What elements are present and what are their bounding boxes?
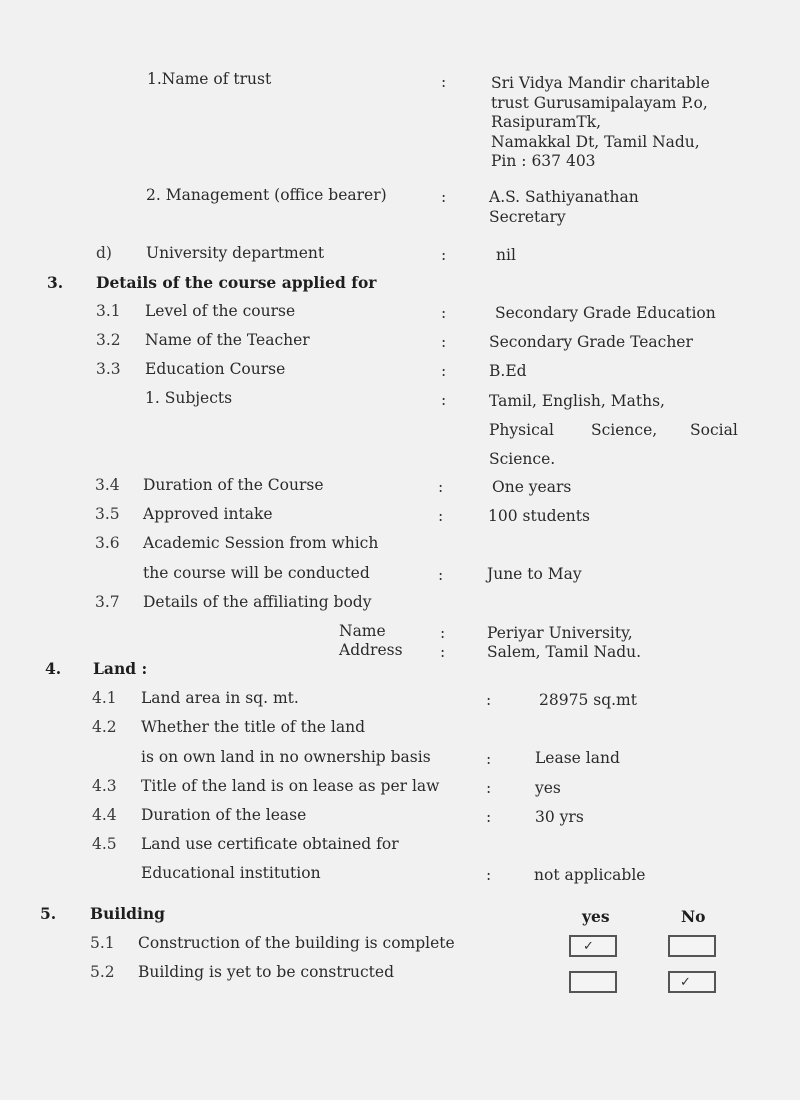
section-4-number: 4. <box>45 659 62 678</box>
academic-session-label-2: the course will be conducted <box>143 564 370 582</box>
management-role: Secretary <box>489 207 566 226</box>
subjects-line-1: Tamil, English, Maths, <box>489 392 665 410</box>
management-name: A.S. Sathiyanathan <box>489 188 639 206</box>
colon: : <box>486 750 492 768</box>
section-3-number: 3. <box>47 273 64 292</box>
subjects-label: 1. Subjects <box>145 389 233 407</box>
building-complete-label: Construction of the building is complete <box>138 934 455 952</box>
colon: : <box>440 624 446 642</box>
section-5-title: Building <box>90 904 165 923</box>
affiliating-name-value: Periyar University, <box>487 624 633 642</box>
item-number: 4.4 <box>92 806 117 824</box>
item-number: 5.1 <box>90 934 115 952</box>
subjects-line-3: Science. <box>489 450 556 468</box>
university-department-value: nil <box>496 246 516 264</box>
name-of-teacher-value: Secondary Grade Teacher <box>489 333 693 351</box>
item-number: d) <box>96 244 112 262</box>
item-number: 4.2 <box>92 718 117 736</box>
colon: : <box>441 391 447 409</box>
colon: : <box>438 507 444 525</box>
approved-intake-value: 100 students <box>488 507 590 525</box>
affiliating-body-label: Details of the affiliating body <box>143 593 372 611</box>
duration-value: One years <box>492 478 572 496</box>
item-number: 3.4 <box>95 476 120 494</box>
affiliating-address-value: Salem, Tamil Nadu. <box>487 643 642 661</box>
section-4-title: Land : <box>93 659 148 678</box>
trust-line: Namakkal Dt, Tamil Nadu, <box>491 132 700 151</box>
academic-session-value: June to May <box>487 565 582 583</box>
building-complete-yes-checkbox[interactable] <box>569 935 617 957</box>
colon: : <box>486 808 492 826</box>
section-3-title: Details of the course applied for <box>96 273 377 292</box>
yes-column-header: yes <box>582 907 610 926</box>
item-number: 3.6 <box>95 534 120 552</box>
building-complete-no-checkbox[interactable] <box>668 935 716 957</box>
lease-law-value: yes <box>535 779 561 797</box>
colon: : <box>441 73 447 91</box>
approved-intake-label: Approved intake <box>143 505 273 523</box>
education-course-value: B.Ed <box>489 362 527 380</box>
land-title-value: Lease land <box>535 749 620 767</box>
colon: : <box>441 333 447 351</box>
checkmark-icon: ✓ <box>680 974 691 990</box>
land-use-label-2: Educational institution <box>141 864 321 882</box>
trust-line: Pin : 637 403 <box>491 152 596 170</box>
item-number: 4.5 <box>92 835 117 853</box>
section-5-number: 5. <box>40 904 57 923</box>
management-label: 2. Management (office bearer) <box>146 186 387 204</box>
building-yet-to-construct-label: Building is yet to be constructed <box>138 963 395 981</box>
item-number: 3.5 <box>95 505 120 523</box>
trust-name-label: 1.Name of trust <box>147 70 272 88</box>
item-number: 3.2 <box>96 331 121 349</box>
affiliating-name-label: Name <box>339 622 386 640</box>
item-number: 4.3 <box>92 777 117 795</box>
lease-duration-label: Duration of the lease <box>141 806 307 824</box>
duration-label: Duration of the Course <box>143 476 324 494</box>
colon: : <box>438 566 444 584</box>
level-of-course-label: Level of the course <box>145 302 296 320</box>
item-number: 3.3 <box>96 360 121 378</box>
trust-line: trust Gurusamipalayam P.o, <box>491 93 708 112</box>
name-of-teacher-label: Name of the Teacher <box>145 331 310 349</box>
no-column-header: No <box>681 907 706 926</box>
colon: : <box>486 691 492 709</box>
lease-duration-value: 30 yrs <box>535 808 584 826</box>
colon: : <box>441 246 447 264</box>
colon: : <box>441 188 447 206</box>
land-title-label-2: is on own land in no ownership basis <box>141 748 431 766</box>
item-number: 5.2 <box>90 963 115 981</box>
land-area-value: 28975 sq.mt <box>539 691 637 709</box>
colon: : <box>486 779 492 797</box>
trust-line: Sri Vidya Mandir charitable <box>491 74 710 92</box>
item-number: 3.7 <box>95 593 120 611</box>
academic-session-label-1: Academic Session from which <box>143 534 379 552</box>
affiliating-address-label: Address <box>339 641 403 659</box>
trust-name-value <box>491 74 710 172</box>
item-number: 3.1 <box>96 302 121 320</box>
land-area-label: Land area in sq. mt. <box>141 689 299 707</box>
land-title-label-1: Whether the title of the land <box>141 718 366 736</box>
colon: : <box>486 866 492 884</box>
colon: : <box>438 478 444 496</box>
management-value <box>489 188 639 227</box>
lease-law-label: Title of the land is on lease as per law <box>141 777 440 795</box>
colon: : <box>440 643 446 661</box>
land-use-label-1: Land use certificate obtained for <box>141 835 399 853</box>
university-department-label: University department <box>146 244 325 262</box>
trust-line: RasipuramTk, <box>491 113 602 131</box>
level-of-course-value: Secondary Grade Education <box>495 304 716 322</box>
education-course-label: Education Course <box>145 360 286 378</box>
land-use-value: not applicable <box>534 866 646 884</box>
checkmark-icon: ✓ <box>583 938 594 954</box>
building-yet-to-construct-no-checkbox[interactable] <box>668 971 716 993</box>
building-yet-to-construct-yes-checkbox[interactable] <box>569 971 617 993</box>
item-number: 4.1 <box>92 689 117 707</box>
colon: : <box>441 304 447 322</box>
colon: : <box>441 362 447 380</box>
